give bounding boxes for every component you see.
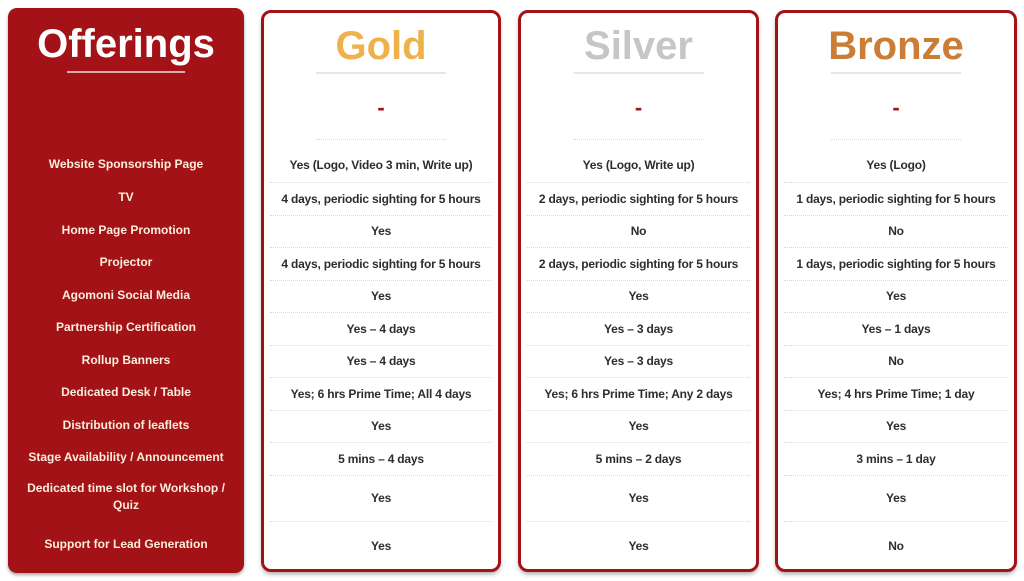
tier-value-cell: 4 days, periodic sighting for 5 hours <box>270 182 492 215</box>
offering-label: Rollup Banners <box>81 352 171 367</box>
tier-value-cell: No <box>784 345 1008 378</box>
tier-card-bronze <box>775 10 1017 572</box>
tier-value-cell: Yes <box>784 410 1008 443</box>
tier-value-cell: Yes – 4 days <box>270 312 492 345</box>
offering-label: Agomoni Social Media <box>61 287 190 302</box>
tier-values <box>778 140 1014 571</box>
tier-value-cell: No <box>784 521 1008 571</box>
offering-label: Support for Lead Generation <box>44 537 208 552</box>
offering-label: Stage Availability / Announcement <box>28 450 224 465</box>
tier-value-cell: Yes <box>784 475 1008 521</box>
tier-value-cell: Yes <box>527 475 750 521</box>
tier-value-cell: 3 mins – 1 day <box>784 442 1008 475</box>
tier-value-cell: 5 mins – 4 days <box>270 442 492 475</box>
offering-label: Dedicated Desk / Table <box>61 385 191 400</box>
tier-value-cell: 4 days, periodic sighting for 5 hours <box>270 247 492 280</box>
title-underline <box>831 72 961 74</box>
offering-label: TV <box>118 190 134 205</box>
tier-value-cell: Yes (Logo, Video 3 min, Write up) <box>289 157 473 172</box>
tier-value-cell: Yes; 4 hrs Prime Time; 1 day <box>784 377 1008 410</box>
tier-value-cell: Yes <box>270 410 492 443</box>
tier-value-cell: Yes <box>784 280 1008 313</box>
title-underline <box>67 71 185 73</box>
tier-value-cell: 2 days, periodic sighting for 5 hours <box>527 182 750 215</box>
tier-value-cell: Yes <box>270 475 492 521</box>
tier-card-gold <box>261 10 501 572</box>
offering-label: Home Page Promotion <box>61 222 191 237</box>
tier-values <box>521 140 756 571</box>
offerings-title: Offerings <box>37 22 215 66</box>
offerings-list <box>8 139 244 570</box>
tier-value-cell: Yes <box>270 280 492 313</box>
tier-value-cell: Yes – 1 days <box>784 312 1008 345</box>
tier-value-cell: Yes – 3 days <box>527 345 750 378</box>
offerings-header <box>8 8 244 139</box>
price-dash: - <box>892 95 900 120</box>
tier-title: Bronze <box>828 24 964 68</box>
tier-value-cell: 5 mins – 2 days <box>527 442 750 475</box>
tier-value-cell: 1 days, periodic sighting for 5 hours <box>784 247 1008 280</box>
offering-label: Website Sponsorship Page <box>48 156 204 171</box>
offerings-panel <box>8 8 244 573</box>
tier-value-cell: Yes <box>527 280 750 313</box>
tier-value-cell: Yes <box>270 521 492 571</box>
tier-value-cell: Yes (Logo) <box>866 157 926 172</box>
tier-value-cell: Yes – 3 days <box>527 312 750 345</box>
tier-card-silver <box>518 10 759 572</box>
price-dash: - <box>377 95 385 120</box>
tier-value-cell: Yes – 4 days <box>270 345 492 378</box>
price-dash: - <box>634 95 643 120</box>
tier-value-cell: Yes <box>527 521 750 571</box>
offering-label: Dedicated time slot for Workshop / Quiz <box>27 481 225 512</box>
tier-title: Silver <box>584 24 693 68</box>
tier-value-cell: No <box>527 215 750 248</box>
tier-title: Gold <box>335 24 427 68</box>
tier-value-cell: Yes <box>270 215 492 248</box>
offering-label: Projector <box>99 255 153 270</box>
tier-value-cell: Yes; 6 hrs Prime Time; Any 2 days <box>527 377 750 410</box>
tier-value-cell: Yes; 6 hrs Prime Time; All 4 days <box>270 377 492 410</box>
tier-value-cell: 2 days, periodic sighting for 5 hours <box>527 247 750 280</box>
tier-header <box>521 13 756 139</box>
title-underline <box>574 72 704 74</box>
tier-value-cell: No <box>784 215 1008 248</box>
tier-value-cell: Yes (Logo, Write up) <box>582 157 695 172</box>
tier-value-cell: Yes <box>527 410 750 443</box>
tier-header <box>264 13 498 139</box>
offering-label: Distribution of leaflets <box>62 417 190 432</box>
tier-value-cell: 1 days, periodic sighting for 5 hours <box>784 182 1008 215</box>
tier-header <box>778 13 1014 139</box>
offering-label: Partnership Certification <box>55 320 197 335</box>
tier-values <box>264 140 498 571</box>
title-underline <box>316 72 446 74</box>
